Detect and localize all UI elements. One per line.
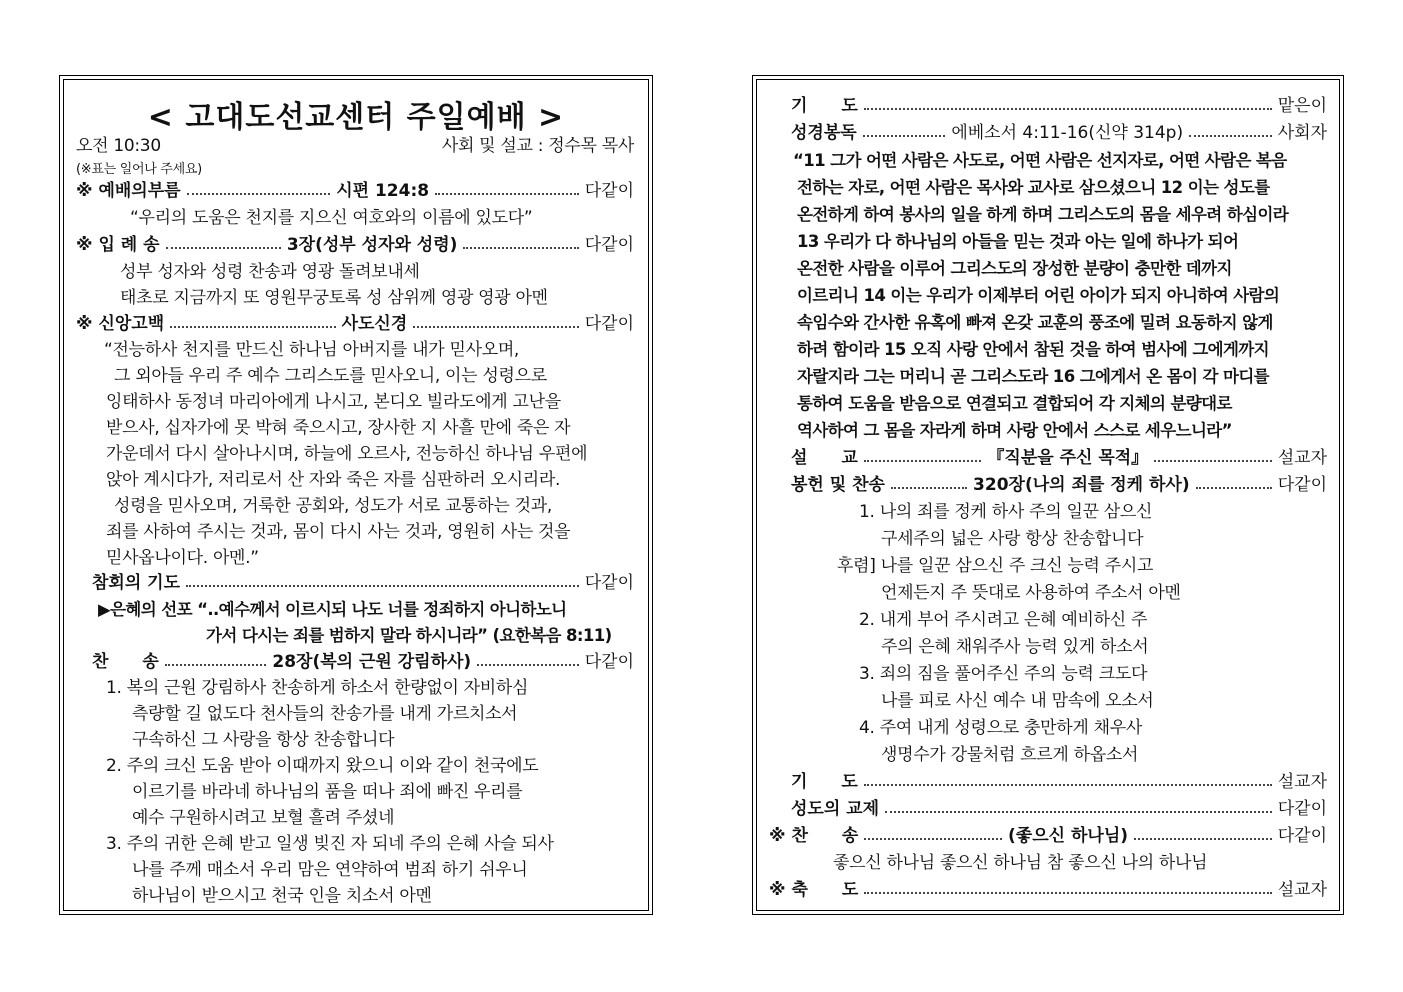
opening-hymn-responder: 다같이 bbox=[584, 235, 634, 255]
creed-responder: 다같이 bbox=[584, 314, 634, 334]
creed-line: 죄를 사하여 주시는 것과, 몸이 다시 사는 것과, 영원히 사는 것을 bbox=[106, 522, 571, 542]
dot-leader bbox=[864, 460, 982, 462]
dot-leader bbox=[864, 108, 1272, 110]
prayer-label: 기 도 bbox=[791, 96, 858, 116]
scripture-line: 이르리니 14 이는 우리가 이제부터 어린 아이가 되지 아니하여 사람의 bbox=[797, 286, 1280, 305]
opening-hymn-line: 태초로 지금까지 또 영원무궁토록 성 삼위께 영광 영광 아멘 bbox=[120, 288, 548, 308]
offering-hymn-line: 나를 피로 사신 예수 내 맘속에 오소서 bbox=[881, 691, 1154, 711]
offering-label: 봉헌 및 찬송 bbox=[791, 475, 885, 495]
closing-prayer-label: 기 도 bbox=[791, 772, 858, 792]
praise-lyrics: 좋으신 하나님 좋으신 하나님 참 좋으신 나의 하나님 bbox=[833, 853, 1208, 873]
standing-note: (※표는 일어나 주세요) bbox=[76, 162, 202, 177]
hymn-verse-line: 2. 주의 크신 도움 받아 이때까지 왔으니 이와 같이 천국에도 bbox=[106, 756, 539, 776]
page-title: < 고대도선교센터 주일예배 > bbox=[147, 100, 565, 135]
hymn-verse-line: 구속하신 그 사랑을 항상 찬송합니다 bbox=[132, 730, 395, 750]
scripture-line: “11 그가 어떤 사람은 사도로, 어떤 사람은 선지자로, 어떤 사람은 복음 bbox=[793, 151, 1287, 170]
order-call-to-worship bbox=[76, 180, 634, 202]
scripture-line: 온전하게 하여 봉사의 일을 하게 하며 그리스도의 몸을 세우려 하심이라 bbox=[797, 205, 1289, 224]
hymn-verse-line: 1. 복의 근원 강림하사 찬송하게 하소서 한량없이 자비하심 bbox=[106, 678, 529, 698]
hymn-verse-line: 예수 구원하시려고 보혈 흘려 주셨네 bbox=[132, 808, 395, 828]
service-time: 오전 10:30 bbox=[76, 136, 161, 156]
offering-hymn-title: 320장(나의 죄를 정케 하사) bbox=[973, 475, 1190, 495]
offering-hymn-line: 2. 내게 부어 주시려고 은혜 예비하신 주 bbox=[859, 610, 1148, 630]
sermon-label: 설 교 bbox=[791, 448, 858, 468]
dot-leader bbox=[463, 247, 578, 249]
order-praise-song bbox=[769, 825, 1327, 847]
repentance-responder: 다같이 bbox=[584, 573, 634, 593]
hymn-responder: 다같이 bbox=[584, 652, 635, 672]
creed-line: 앉아 계시다가, 저리로서 산 자와 죽은 자를 심판하러 오시리라. bbox=[106, 470, 561, 490]
praise-label: ※ 찬 송 bbox=[769, 826, 859, 846]
dot-leader bbox=[1189, 135, 1272, 137]
offering-responder: 다같이 bbox=[1277, 475, 1327, 495]
offering-hymn-line: 4. 주여 내게 성령으로 충만하게 채우사 bbox=[859, 718, 1142, 738]
creed-line: 가운데서 다시 살아나시며, 하늘에 오르사, 전능하신 하나님 우편에 bbox=[106, 444, 588, 464]
opening-hymn-label: ※ 입 례 송 bbox=[76, 235, 160, 255]
hymn-verse-line: 3. 주의 귀한 은혜 받고 일생 빚진 자 되네 주의 은혜 사슬 되사 bbox=[106, 834, 554, 854]
scripture-line: 13 우리가 다 하나님의 아들을 믿는 것과 아는 일에 하나가 되어 bbox=[797, 232, 1239, 251]
dot-leader bbox=[864, 892, 1271, 894]
dot-leader bbox=[186, 585, 579, 587]
dot-leader bbox=[1196, 487, 1272, 489]
scripture-line: 역사하여 그 몸을 자라게 하며 사랑 안에서 스스로 세우느니라” bbox=[797, 421, 1232, 440]
sermon-title: 『직분을 주신 목적』 bbox=[987, 448, 1149, 468]
fellowship-label: 성도의 교제 bbox=[791, 799, 880, 819]
opening-hymn-title: 3장(성부 성자와 성령) bbox=[286, 235, 458, 255]
creed-line: 잉태하사 동정녀 마리아에게 나시고, 본디오 빌라도에게 고난을 bbox=[106, 392, 561, 412]
order-scripture-reading bbox=[791, 122, 1327, 144]
offering-hymn-line: 3. 죄의 짐을 풀어주신 주의 능력 크도다 bbox=[859, 664, 1148, 684]
creed-line: 믿사옵나이다. 아멘.” bbox=[106, 548, 259, 568]
grace-declaration-line: 가서 다시는 죄를 범하지 말라 하시니라” (요한복음 8:11) bbox=[206, 626, 612, 645]
offering-hymn-line: 1. 나의 죄를 정케 하사 주의 일꾼 삼으신 bbox=[859, 502, 1153, 522]
order-sermon bbox=[791, 447, 1327, 469]
call-verse: “우리의 도움은 천지를 지으신 여호와의 이름에 있도다” bbox=[130, 208, 533, 228]
creed-line: 성령을 믿사오며, 거룩한 공회와, 성도가 서로 교통하는 것과, bbox=[114, 496, 552, 516]
benediction-responder: 설교자 bbox=[1277, 880, 1327, 900]
offering-hymn-refrain: 후렴] 나를 일꾼 삼으신 주 크신 능력 주시고 bbox=[837, 556, 1154, 576]
dot-leader bbox=[1134, 838, 1272, 840]
dot-leader bbox=[170, 326, 335, 328]
fellowship-responder: 다같이 bbox=[1277, 799, 1327, 819]
scripture-line: 통하여 도움을 받음으로 연결되고 결합되어 각 지체의 분량대로 bbox=[797, 394, 1232, 413]
closing-prayer-responder: 설교자 bbox=[1277, 772, 1327, 792]
reading-label: 성경봉독 bbox=[791, 123, 857, 143]
offering-hymn-line: 언제든지 주 뜻대로 사용하여 주소서 아멘 bbox=[881, 583, 1181, 603]
reading-responder: 사회자 bbox=[1277, 123, 1327, 143]
dot-leader bbox=[885, 811, 1272, 813]
order-prayer bbox=[791, 95, 1327, 117]
repentance-label: 참회의 기도 bbox=[92, 573, 181, 593]
hymn-title: 28장(복의 근원 강림하사) bbox=[272, 652, 472, 672]
offering-hymn-line: 구세주의 넓은 사랑 항상 찬송합니다 bbox=[881, 529, 1144, 549]
dot-leader bbox=[435, 193, 579, 195]
order-repentance-prayer bbox=[92, 572, 634, 594]
order-closing-prayer bbox=[791, 771, 1327, 793]
dot-leader bbox=[477, 664, 579, 666]
creed-line: “전능하사 천지를 만드신 하나님 아버지를 내가 믿사오며, bbox=[104, 340, 520, 360]
prayer-responder: 맡은이 bbox=[1277, 96, 1327, 116]
order-opening-hymn bbox=[76, 234, 634, 256]
right-bulletin-panel bbox=[752, 75, 1344, 915]
order-fellowship bbox=[791, 798, 1327, 820]
creed-title: 사도신경 bbox=[341, 314, 408, 334]
benediction-label: ※ 축 도 bbox=[769, 880, 859, 900]
order-creed bbox=[76, 313, 634, 335]
dot-leader bbox=[187, 193, 331, 195]
grace-declaration-line: ▶은혜의 선포 “..예수께서 이르시되 나도 너를 정죄하지 아니하노니 bbox=[98, 600, 567, 619]
dot-leader bbox=[863, 135, 946, 137]
reading-passage: 에베소서 4:11-16(신약 314p) bbox=[951, 123, 1184, 143]
order-benediction bbox=[769, 879, 1327, 901]
scripture-line: 전하는 자로, 어떤 사람은 목사와 교사로 삼으셨으니 12 이는 성도를 bbox=[797, 178, 1270, 197]
call-passage: 시편 124:8 bbox=[336, 181, 430, 201]
left-bulletin-panel bbox=[59, 75, 653, 915]
scripture-line: 하려 함이라 15 오직 사랑 안에서 참된 것을 하여 범사에 그에게까지 bbox=[797, 340, 1270, 359]
call-label: ※ 예배의부름 bbox=[76, 181, 181, 201]
dot-leader bbox=[891, 487, 967, 489]
hymn-verse-line: 하나님이 받으시고 천국 인을 치소서 아멘 bbox=[132, 886, 432, 906]
hymn-verse-line: 나를 주께 매소서 우리 맘은 연약하여 범죄 하기 쉬우니 bbox=[132, 860, 528, 880]
sermon-responder: 설교자 bbox=[1277, 448, 1327, 468]
scripture-line: 온전한 사람을 이루어 그리스도의 장성한 분량이 충만한 데까지 bbox=[797, 259, 1232, 278]
order-hymn bbox=[92, 651, 634, 673]
service-leader: 사회 및 설교 : 정수목 목사 bbox=[441, 136, 634, 156]
creed-line: 받으사, 십자가에 못 박혀 죽으시고, 장사한 지 사흘 만에 죽은 자 bbox=[106, 418, 571, 438]
dot-leader bbox=[166, 247, 281, 249]
scripture-line: 속임수와 간사한 유혹에 빠져 온갖 교훈의 풍조에 밀려 요동하지 않게 bbox=[797, 313, 1273, 332]
left-panel-inner-border bbox=[63, 79, 649, 911]
praise-responder: 다같이 bbox=[1277, 826, 1328, 846]
hymn-verse-line: 측량할 길 없도다 천사들의 찬송가를 내게 가르치소서 bbox=[132, 704, 518, 724]
dot-leader bbox=[413, 326, 578, 328]
dot-leader bbox=[864, 784, 1272, 786]
opening-hymn-line: 성부 성자와 성령 찬송과 영광 돌려보내세 bbox=[120, 262, 420, 282]
scripture-line: 자랄지라 그는 머리니 곧 그리스도라 16 그에게서 온 몸이 각 마디를 bbox=[797, 367, 1270, 386]
call-responder: 다같이 bbox=[584, 181, 635, 201]
praise-title: (좋으신 하나님) bbox=[1008, 826, 1129, 846]
offering-hymn-line: 생명수가 강물처럼 흐르게 하옵소서 bbox=[881, 745, 1139, 765]
dot-leader bbox=[864, 838, 1002, 840]
dot-leader bbox=[1154, 460, 1272, 462]
right-panel-inner-border bbox=[756, 79, 1340, 911]
hymn-verse-line: 이르기를 바라네 하나님의 품을 떠나 죄에 빠진 우리를 bbox=[132, 782, 523, 802]
creed-label: ※ 신앙고백 bbox=[76, 314, 165, 334]
offering-hymn-line: 주의 은혜 채워주사 능력 있게 하소서 bbox=[881, 637, 1149, 657]
creed-line: 그 외아들 우리 주 예수 그리스도를 믿사오니, 이는 성령으로 bbox=[114, 366, 547, 386]
hymn-label: 찬 송 bbox=[92, 652, 159, 672]
dot-leader bbox=[165, 664, 267, 666]
order-offering-hymn bbox=[791, 474, 1327, 496]
